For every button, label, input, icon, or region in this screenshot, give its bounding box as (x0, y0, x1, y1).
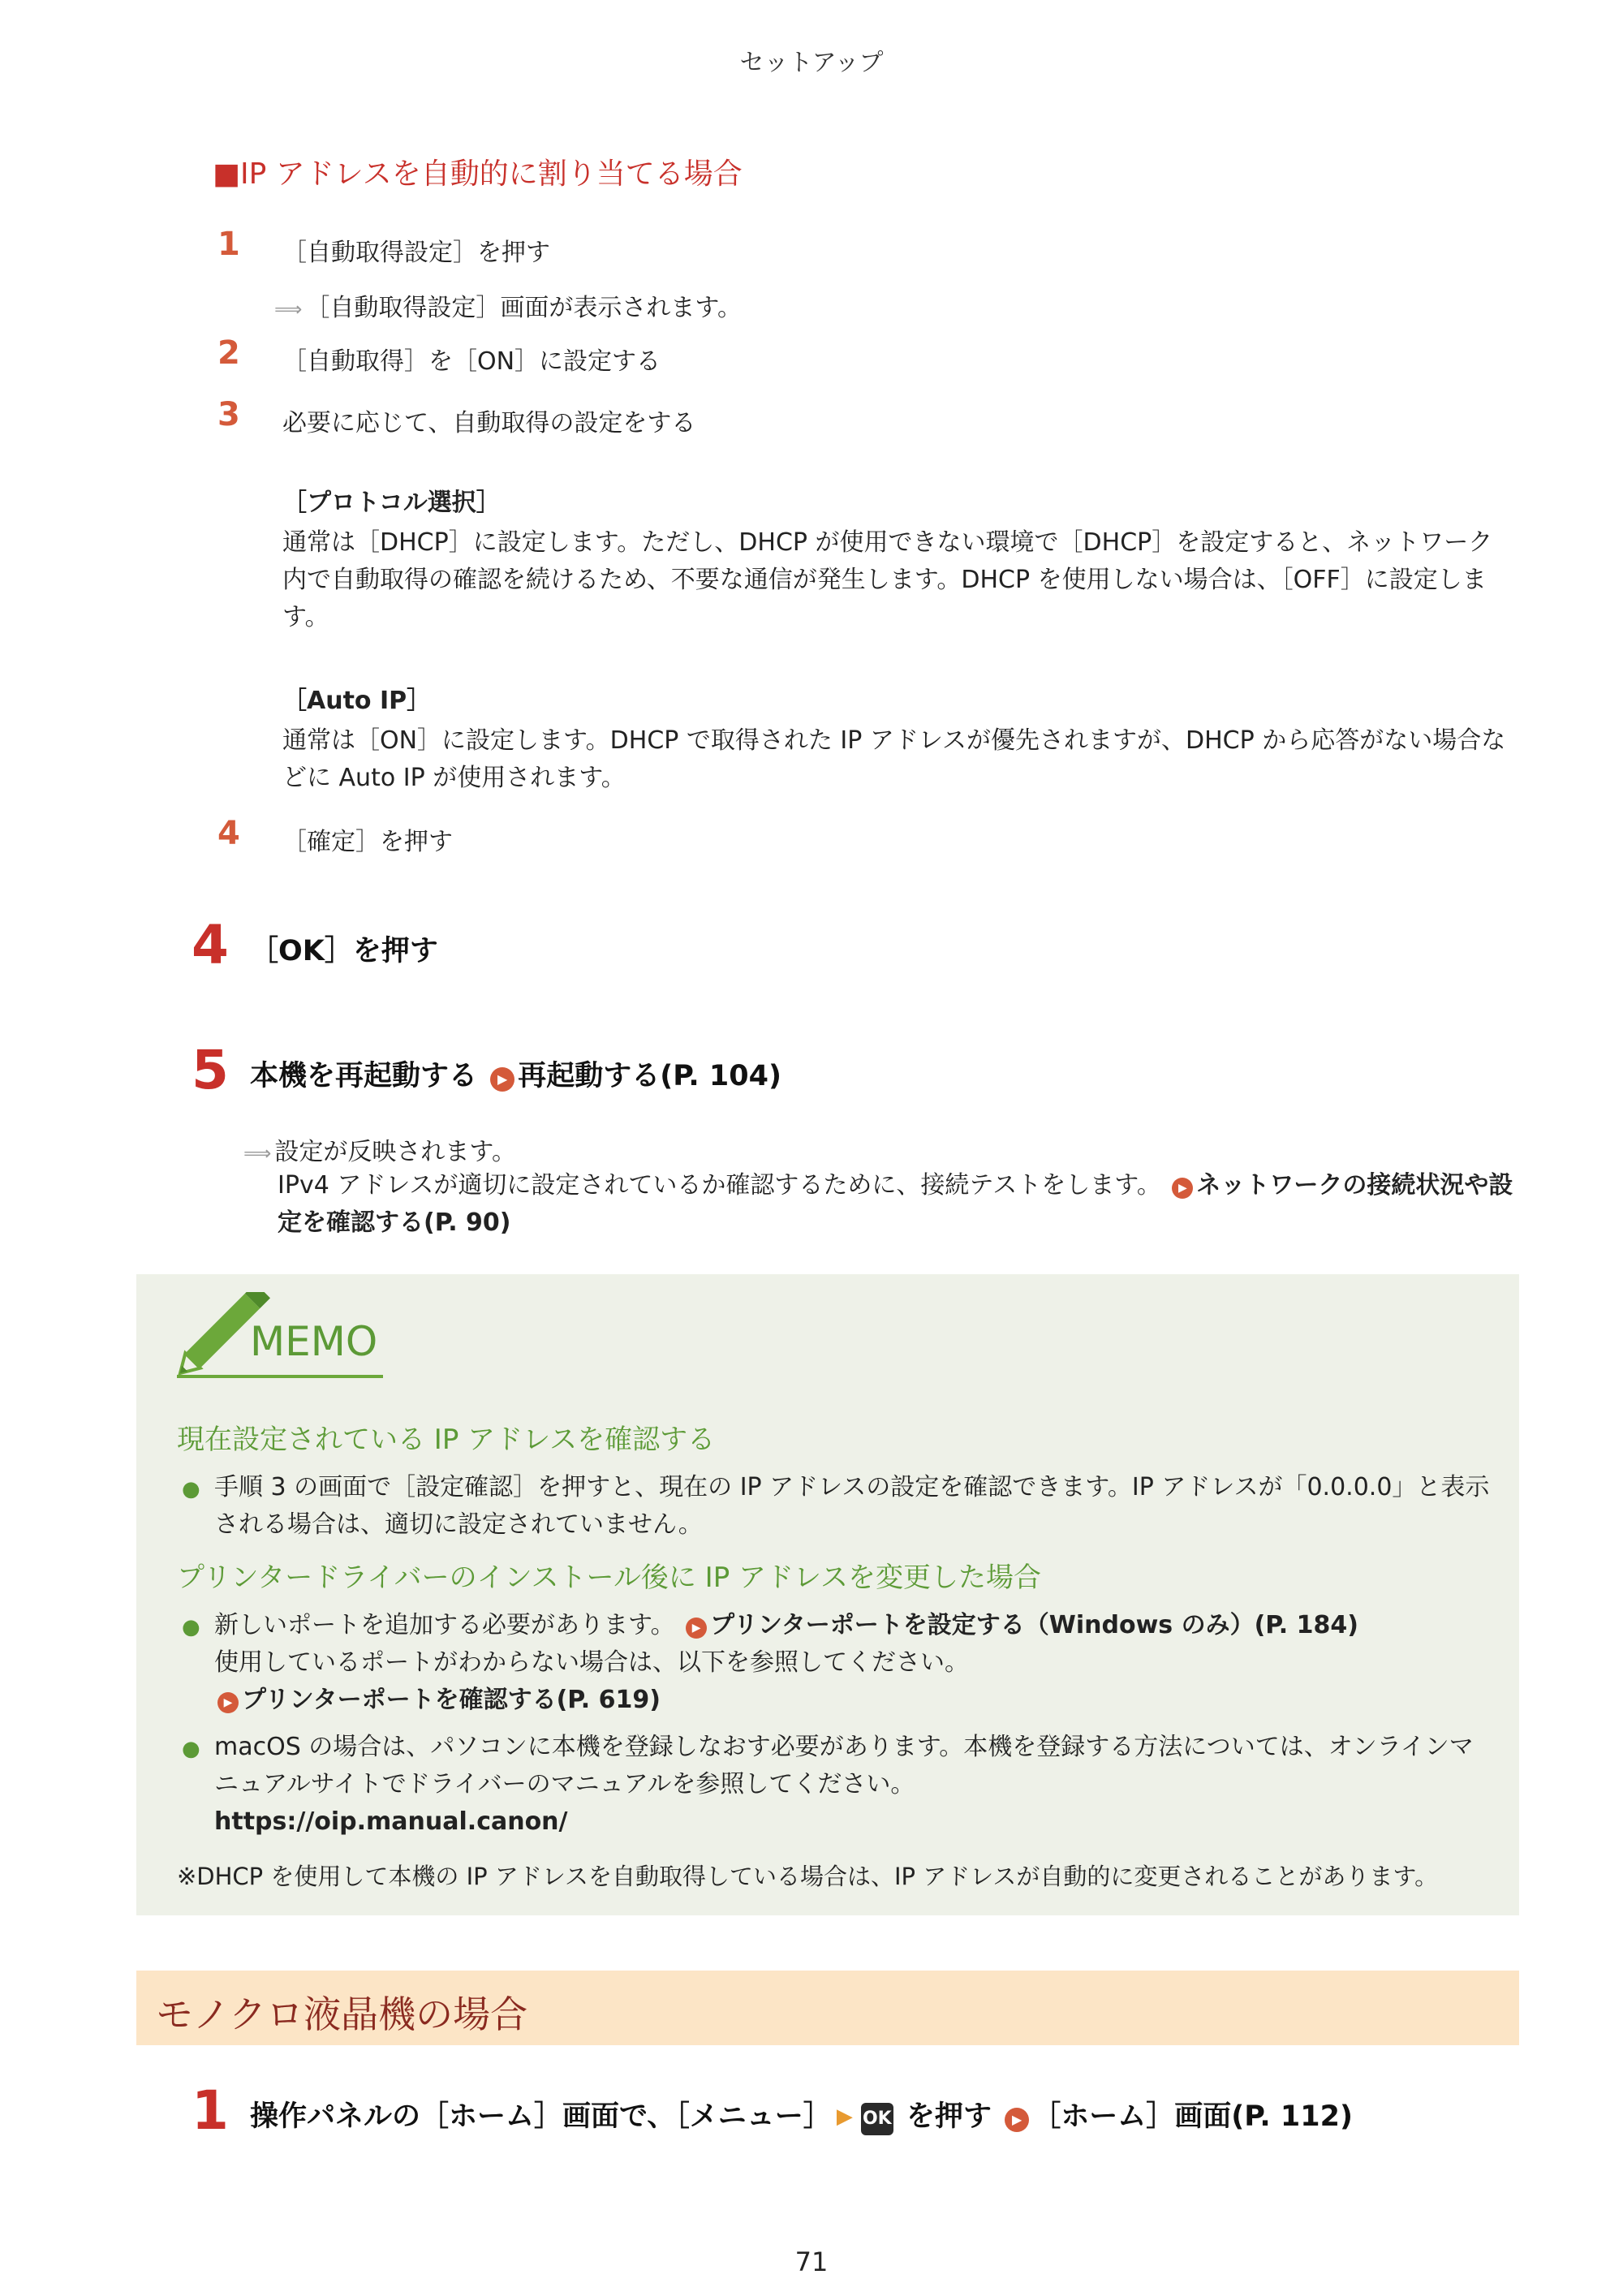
page-number: 71 (794, 2246, 829, 2277)
step-text: 操作パネルの［ホーム］画面で、［メニュー］ ▶ OK を押す ▶ ［ホーム］画面(P. 112) (250, 2094, 1353, 2135)
sub-step-number: 1 (217, 226, 240, 263)
link-arrow-icon: ▶ (1172, 1178, 1193, 1199)
option-heading: ［Auto IP］ (282, 687, 432, 715)
result-arrow-icon: ⟹ (243, 1142, 272, 1165)
step-text: 本機を再起動する ▶ 再起動する(P. 104) (250, 1060, 781, 1092)
memo-bullet-text: 手順 3 の画面で［設定確認］を押すと、現在の IP アドレスの設定を確認できます。IP アドレスが「0.0.0.0」と表示される場合は、適切に設定されていません。 (214, 1473, 1490, 1539)
memo-bullet-text: macOS の場合は、パソコンに本機を登録しなおす必要があります。本機を登録する方法については、オンラインマニュアルサイトでドライバーのマニュアルを参照してください。 https://oip.manual.canon/ (214, 1733, 1474, 1836)
sub-step-result: ⟹ ［自動取得設定］画面が表示されます。 (274, 294, 743, 322)
sub-step-text: 必要に応じて、自動取得の設定をする (282, 409, 696, 437)
memo-bullet-text: 新しいポートを追加する必要があります。 ▶ プリンターポートを設定する（Windows のみ）(P. 184) 使用しているポートがわからない場合は、以下を参照してください。 ▶ プリンターポートを確認する(P. 619) (214, 1611, 1358, 1714)
step-number: 4 (192, 914, 229, 976)
memo-note: ※DHCP を使用して本機の IP アドレスを自動取得している場合は、IP アドレスが自動的に変更されることがあります。 (177, 1863, 1439, 1890)
square-bullet-icon: ■ (213, 157, 241, 191)
sub-step-text: ［確定］を押す (282, 828, 453, 856)
restart-link[interactable]: 再起動する(P. 104) (518, 1060, 781, 1092)
sub-step-number: 3 (217, 396, 240, 433)
section-heading: モノクロ液晶機の場合 (156, 1992, 528, 2036)
step-text: ［OK］を押す (250, 935, 438, 967)
bullet-icon: ● (182, 1477, 200, 1501)
triangle-arrow-icon: ▶ (836, 2104, 853, 2129)
section-title: ■IP アドレスを自動的に割り当てる場合 (213, 157, 743, 191)
printer-port-setup-link[interactable]: プリンターポートを設定する（Windows のみ）(P. 184) (710, 1611, 1358, 1639)
link-arrow-icon: ▶ (490, 1067, 514, 1092)
ok-key-icon: OK (861, 2103, 893, 2135)
bullet-icon: ● (182, 1615, 200, 1639)
step-result: ⟹ 設定が反映されます。 (243, 1138, 517, 1166)
link-arrow-icon: ▶ (1005, 2108, 1029, 2132)
step-number: 1 (192, 2079, 229, 2142)
option-body: 通常は［ON］に設定します。DHCP で取得された IP アドレスが優先されますが、DHCP から応答がない場合などに Auto IP が使用されます。 (282, 726, 1506, 792)
home-screen-link[interactable]: ［ホーム］画面(P. 112) (1032, 2100, 1353, 2133)
printer-port-check-link[interactable]: プリンターポートを確認する(P. 619) (242, 1686, 661, 1714)
result-arrow-icon: ⟹ (274, 298, 303, 321)
option-body: 通常は［DHCP］に設定します。ただし、DHCP が使用できない環境で［DHCP］を設定すると、ネットワーク内で自動取得の確認を続けるため、不要な通信が発生します。DHCP を使用しない場合は、［OFF］に設定します。 (282, 528, 1493, 631)
manual-url-link[interactable]: https://oip.manual.canon/ (214, 1807, 568, 1836)
option-heading: ［プロトコル選択］ (282, 489, 501, 517)
link-arrow-icon: ▶ (217, 1692, 239, 1713)
memo-label: MEMO (250, 1318, 378, 1365)
memo-topic-title: プリンタードライバーのインストール後に IP アドレスを変更した場合 (177, 1562, 1042, 1594)
network-check-link[interactable]: ネットワークの接続状況や設定を確認する(P. 90) (278, 1171, 1513, 1237)
memo-topic-title: 現在設定されている IP アドレスを確認する (177, 1424, 716, 1456)
link-arrow-icon: ▶ (686, 1618, 707, 1639)
step-result-detail: IPv4 アドレスが適切に設定されているか確認するために、接続テストをします。 ▶ ネットワークの接続状況や設定を確認する(P. 90) (278, 1171, 1513, 1237)
bullet-icon: ● (182, 1737, 200, 1761)
sub-step-text: ［自動取得］を［ON］に設定する (282, 347, 661, 376)
page-header: セットアップ (739, 49, 884, 77)
sub-step-text: ［自動取得設定］を押す (282, 239, 550, 267)
sub-step-number: 4 (217, 815, 240, 852)
step-number: 5 (192, 1039, 229, 1101)
sub-step-number: 2 (217, 334, 240, 372)
